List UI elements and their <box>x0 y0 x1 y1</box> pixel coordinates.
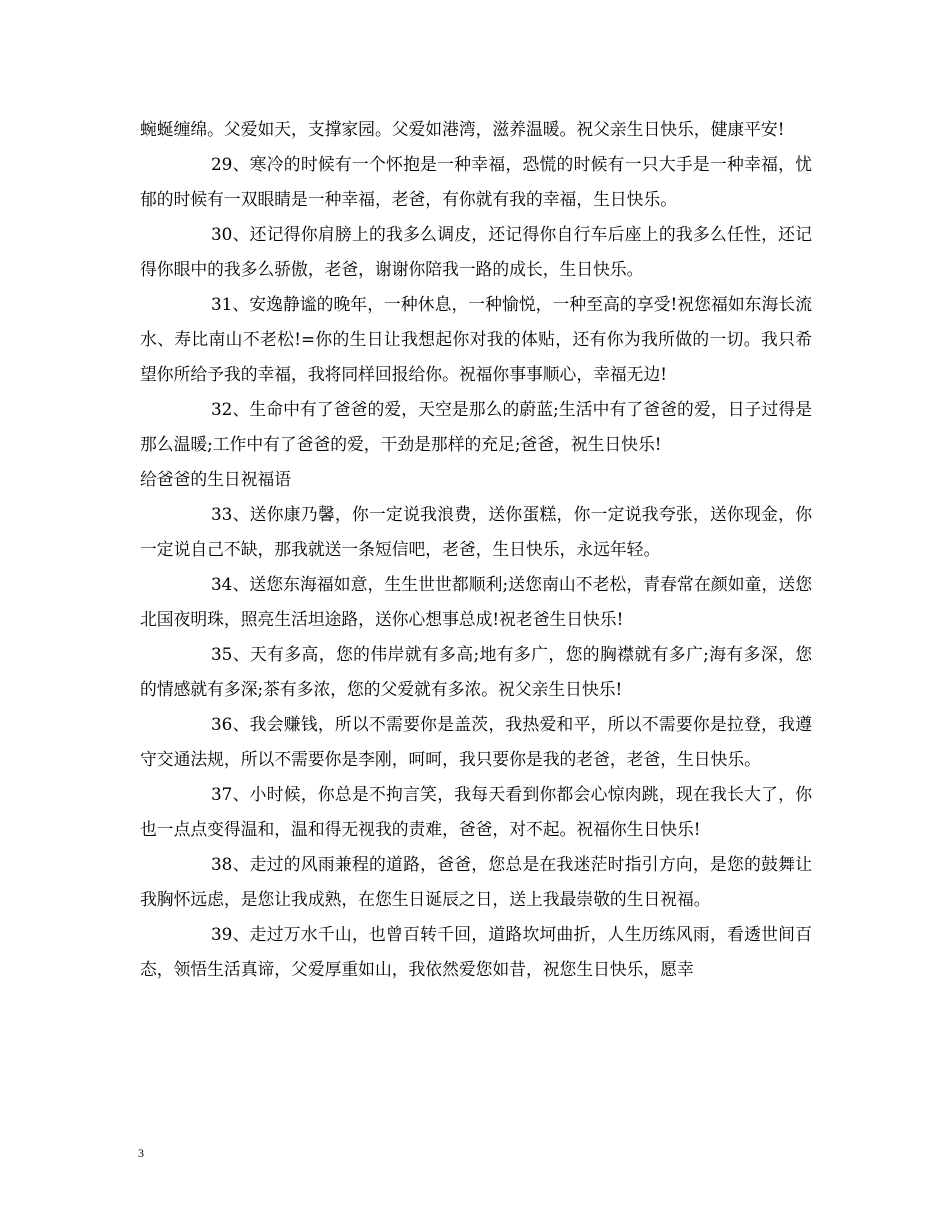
paragraph-30: 30、还记得你肩膀上的我多么调皮，还记得你自行车后座上的我多么任性，还记得你眼中的我多么骄傲，老爸，谢谢你陪我一路的成长，生日快乐。 <box>140 224 812 279</box>
paragraph-37: 37、小时候，你总是不拘言笑，我每天看到你都会心惊肉跳，现在我长大了，你也一点点变得温和，温和得无视我的责难，爸爸，对不起。祝福你生日快乐! <box>140 784 812 839</box>
page-number: 3 <box>138 1146 144 1160</box>
paragraph-33: 33、送你康乃馨，你一定说我浪费，送你蛋糕，你一定说我夸张，送你现金，你一定说自己不缺，那我就送一条短信吧，老爸，生日快乐，永远年轻。 <box>140 504 812 559</box>
paragraph-36: 36、我会赚钱，所以不需要你是盖茨，我热爱和平，所以不需要你是拉登，我遵守交通法规，所以不需要你是李刚，呵呵，我只要你是我的老爸，老爸，生日快乐。 <box>140 714 812 769</box>
paragraph-29: 29、寒冷的时候有一个怀抱是一种幸福，恐慌的时候有一只大手是一种幸福，忧郁的时候有一双眼睛是一种幸福，老爸，有你就有我的幸福，生日快乐。 <box>140 154 812 209</box>
paragraph-35: 35、天有多高，您的伟岸就有多高;地有多广，您的胸襟就有多广;海有多深，您的情感就有多深;茶有多浓，您的父爱就有多浓。祝父亲生日快乐! <box>140 644 812 699</box>
paragraph-continuation: 蜿蜒缠绵。父爱如天，支撑家园。父爱如港湾，滋养温暖。祝父亲生日快乐，健康平安! <box>140 119 785 139</box>
section-heading: 给爸爸的生日祝福语 <box>140 469 292 489</box>
paragraph-34: 34、送您东海福如意，生生世世都顺利;送您南山不老松，青春常在颜如童，送您北国夜明珠，照亮生活坦途路，送你心想事总成!祝老爸生日快乐! <box>140 574 812 629</box>
paragraph-32: 32、生命中有了爸爸的爱，天空是那么的蔚蓝;生活中有了爸爸的爱，日子过得是那么温暖;工作中有了爸爸的爱，干劲是那样的充足;爸爸，祝生日快乐! <box>140 399 812 454</box>
paragraph-38: 38、走过的风雨兼程的道路，爸爸，您总是在我迷茫时指引方向，是您的鼓舞让我胸怀远虑，是您让我成熟，在您生日诞辰之日，送上我最崇敬的生日祝福。 <box>140 854 812 909</box>
paragraph-39: 39、走过万水千山，也曾百转千回，道路坎坷曲折，人生历练风雨，看透世间百态，领悟生活真谛，父爱厚重如山，我依然爱您如昔，祝您生日快乐，愿幸 <box>140 924 812 979</box>
document-body <box>140 112 812 987</box>
paragraph-31: 31、安逸静谧的晚年，一种休息，一种愉悦，一种至高的享受!祝您福如东海长流水、寿比南山不老松!=你的生日让我想起你对我的体贴，还有你为我所做的一切。我只希望你所给予我的幸福，我将同样回报给你。祝福你事事顺心，幸福无边! <box>140 294 812 384</box>
